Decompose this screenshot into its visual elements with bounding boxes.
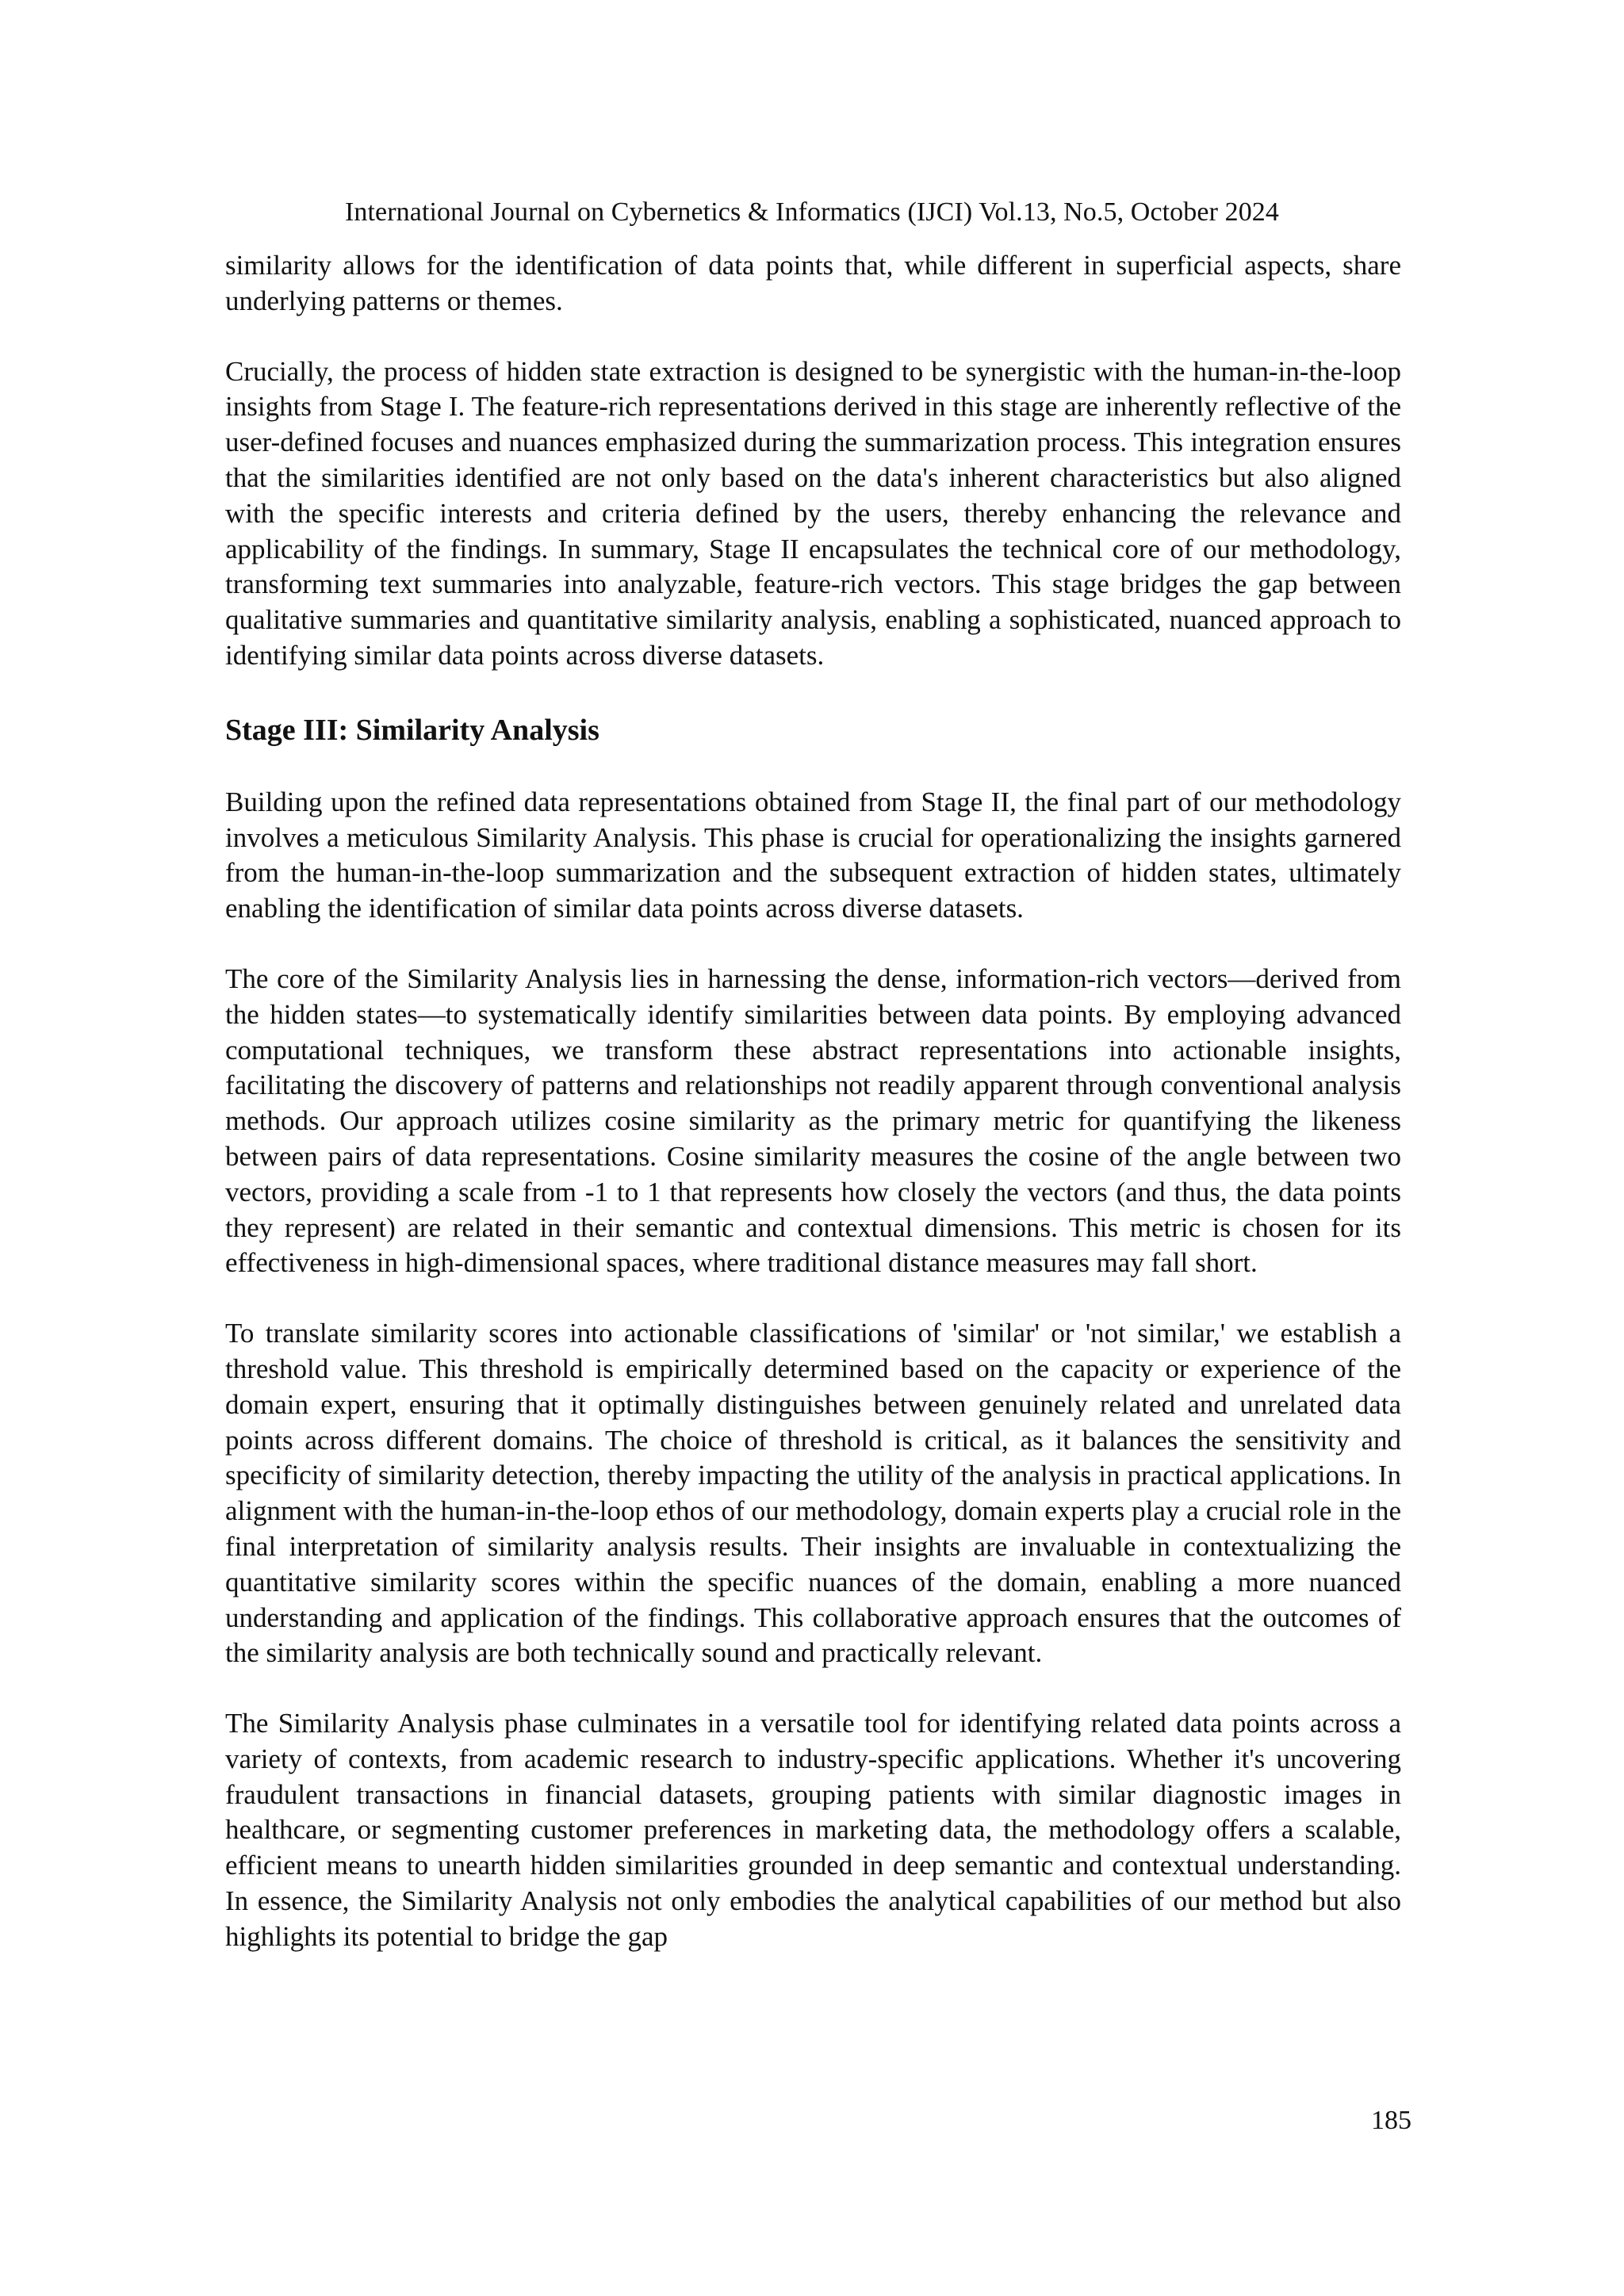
body-paragraph: Building upon the refined data representations obtained from Stage II, the final part of our methodology involves a meticulous Similarity Analysis. This phase is crucial for operationalizing the insights garnered from the human-in-the-loop summarization and the subsequent extraction of hidden states, ultimately enabling the identification of similar data points across diverse datasets. <box>225 786 1401 924</box>
running-header: International Journal on Cybernetics & Informatics (IJCI) Vol.13, No.5, October 2024 <box>344 197 1279 227</box>
section-heading: Stage III: Similarity Analysis <box>225 713 599 747</box>
body-paragraph: The Similarity Analysis phase culminates in a versatile tool for identifying related data points across a variety of contexts, from academic research to industry-specific applications. Whether it's uncovering fraudulent transactions in financial datasets, grouping patients with similar diagnostic images in healthcare, or segmenting customer preferences in marketing data, the methodology offers a scalable, efficient means to unearth hidden similarities grounded in deep semantic and contextual understanding. In essence, the Similarity Analysis not only embodies the analytical capabilities of our method but also highlights its potential to bridge the gap <box>225 1708 1401 1952</box>
page-body <box>225 248 1401 1955</box>
body-paragraph: similarity allows for the identification of data points that, while different in superficial aspects, share underlying patterns or themes. <box>225 250 1401 316</box>
body-paragraph: The core of the Similarity Analysis lies in harnessing the dense, information-rich vectors—derived from the hidden states—to systematically identify similarities between data points. By employing advanced computational techniques, we transform these abstract representations into actionable insights, facilitating the discovery of patterns and relationships not readily apparent through conventional analysis methods. Our approach utilizes cosine similarity as the primary metric for quantifying the likeness between pairs of data representations. Cosine similarity measures the cosine of the angle between two vectors, providing a scale from -1 to 1 that represents how closely the vectors (and thus, the data points they represent) are related in their semantic and contextual dimensions. This metric is chosen for its effectiveness in high-dimensional spaces, where traditional distance measures may fall short. <box>225 962 1401 1279</box>
body-paragraph: Crucially, the process of hidden state extraction is designed to be synergistic with the human-in-the-loop insights from Stage I. The feature-rich representations derived in this stage are inherently reflective of the user-defined focuses and nuances emphasized during the summarization process. This integration ensures that the similarities identified are not only based on the data's inherent characteristics but also aligned with the specific interests and criteria defined by the users, thereby enhancing the relevance and applicability of the findings. In summary, Stage II encapsulates the technical core of our methodology, transforming text summaries into analyzable, feature-rich vectors. This stage bridges the gap between qualitative summaries and quantitative similarity analysis, enabling a sophisticated, nuanced approach to identifying similar data points across diverse datasets. <box>225 355 1401 671</box>
page-number: 185 <box>1371 2106 1411 2135</box>
body-paragraph: To translate similarity scores into actionable classifications of 'similar' or 'not similar,' we establish a threshold value. This threshold is empirically determined based on the capacity or experience of the domain expert, ensuring that it optimally distinguishes between genuinely related and unrelated data points across different domains. The choice of threshold is critical, as it balances the sensitivity and specificity of similarity detection, thereby impacting the utility of the analysis in practical applications. In alignment with the human-in-the-loop ethos of our methodology, domain experts play a crucial role in the final interpretation of similarity analysis results. Their insights are invaluable in contextualizing the quantitative similarity scores within the specific nuances of the domain, enabling a more nuanced understanding and application of the findings. This collaborative approach ensures that the outcomes of the similarity analysis are both technically sound and practically relevant. <box>225 1318 1401 1669</box>
